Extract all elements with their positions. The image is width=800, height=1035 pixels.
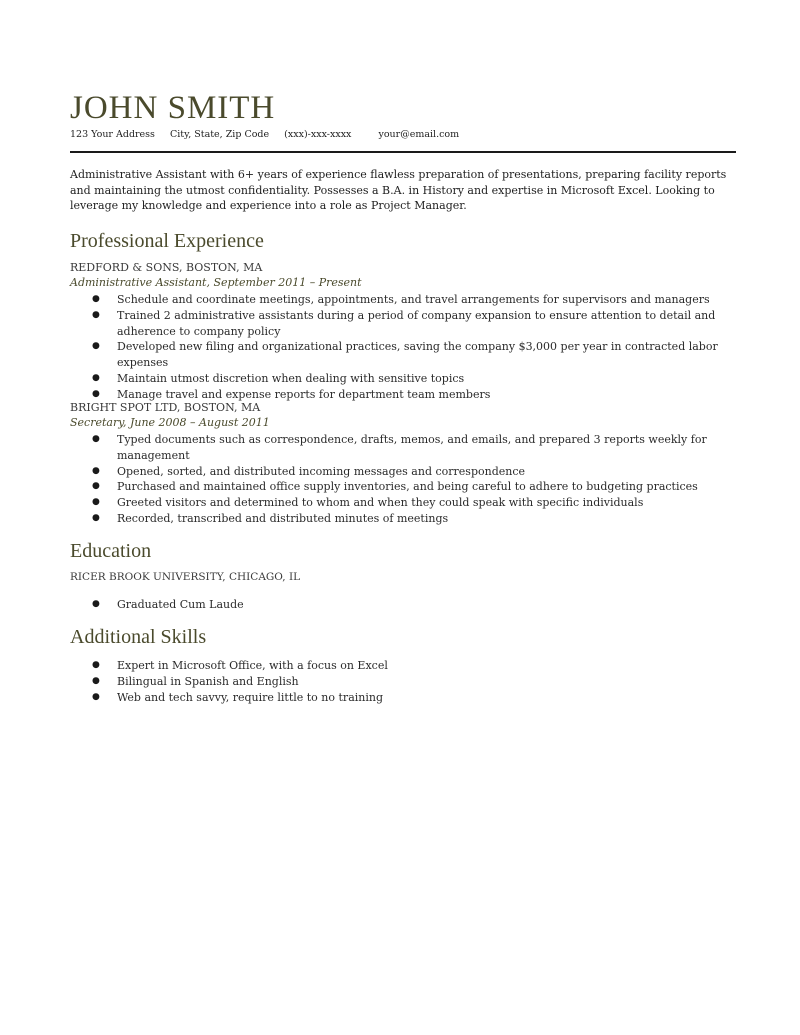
bullet-icon: ● bbox=[92, 691, 100, 702]
summary-paragraph: Administrative Assistant with 6+ years of experience flawless preparation of presentations, preparing facility reports and maintaining the utmost confidentiality. Possesses a B.A. in History and expertise in Microsoft Excel. Looking to leverage my knowledge and experience into a role as Project Manager. bbox=[70, 168, 727, 212]
job-company: REDFORD & SONS, BOSTON, MA bbox=[70, 261, 263, 274]
list-item: ● Bilingual in Spanish and English bbox=[92, 674, 299, 688]
bullet-icon: ● bbox=[92, 497, 100, 508]
list-item: ● Expert in Microsoft Office, with a focus on Excel bbox=[92, 659, 388, 672]
bullet-icon: ● bbox=[92, 341, 100, 352]
job-bullets bbox=[70, 292, 736, 403]
job-role: Administrative Assistant, September 2011 – Present bbox=[70, 276, 362, 289]
city-text: City, State, Zip Code bbox=[169, 129, 270, 140]
skills-heading: Additional Skills bbox=[70, 626, 207, 648]
list-item: ● Web and tech savvy, require little to no training bbox=[92, 690, 383, 704]
bullet-icon: ● bbox=[92, 675, 100, 686]
email-text: your@email.com bbox=[378, 129, 460, 140]
list-item: ● Purchased and maintained office supply inventories, and being careful to adhere to budgeting practices bbox=[92, 480, 698, 494]
bullet-icon: ● bbox=[92, 599, 100, 609]
list-item: ● Trained 2 administrative assistants during a period of company expansion to ensure attention to detail and adherence to company policy bbox=[92, 308, 716, 338]
bullet-icon: ● bbox=[92, 465, 100, 476]
job-bullets bbox=[70, 432, 736, 527]
school-name: RICER BROOK UNIVERSITY, CHICAGO, IL bbox=[70, 571, 301, 583]
bullet-icon: ● bbox=[92, 309, 100, 320]
list-item: ● Manage travel and expense reports for department team members bbox=[92, 387, 491, 401]
list-item: ● Recorded, transcribed and distributed minutes of meetings bbox=[92, 511, 449, 525]
address-text: 123 Your Address bbox=[70, 129, 155, 140]
bullet-icon: ● bbox=[92, 434, 100, 444]
experience-heading: Professional Experience bbox=[70, 230, 264, 252]
bullet-icon: ● bbox=[92, 372, 100, 383]
bullet-icon: ● bbox=[92, 660, 100, 670]
list-item: ● Typed documents such as correspondence, drafts, memos, and emails, and prepared 3 reports weekly for management bbox=[92, 433, 707, 462]
bullet-icon: ● bbox=[92, 294, 100, 304]
bullet-icon: ● bbox=[92, 388, 100, 399]
phone-text: (xxx)-xxx-xxxx bbox=[284, 129, 352, 140]
list-item: ● Developed new filing and organizational practices, saving the company $3,000 per year in contracted labor expenses bbox=[92, 340, 718, 370]
header-divider bbox=[70, 151, 736, 153]
bullet-icon: ● bbox=[92, 481, 100, 492]
list-item: ● Maintain utmost discretion when dealing with sensitive topics bbox=[92, 371, 465, 385]
list-item: ● Schedule and coordinate meetings, appointments, and travel arrangements for supervisors and managers bbox=[92, 293, 710, 306]
contact-line bbox=[70, 129, 459, 140]
job-company: BRIGHT SPOT LTD, BOSTON, MA bbox=[70, 401, 261, 414]
candidate-name: JOHN SMITH bbox=[70, 90, 276, 126]
list-item: ● Greeted visitors and determined to whom and when they could speak with specific individuals bbox=[92, 496, 644, 510]
skills-bullets bbox=[70, 658, 736, 705]
education-heading: Education bbox=[70, 540, 152, 562]
job-role: Secretary, June 2008 – August 2011 bbox=[70, 416, 270, 429]
list-item: ● Opened, sorted, and distributed incoming messages and correspondence bbox=[92, 464, 525, 478]
education-bullets bbox=[70, 597, 736, 613]
bullet-icon: ● bbox=[92, 512, 100, 523]
list-item: ● Graduated Cum Laude bbox=[92, 598, 244, 611]
